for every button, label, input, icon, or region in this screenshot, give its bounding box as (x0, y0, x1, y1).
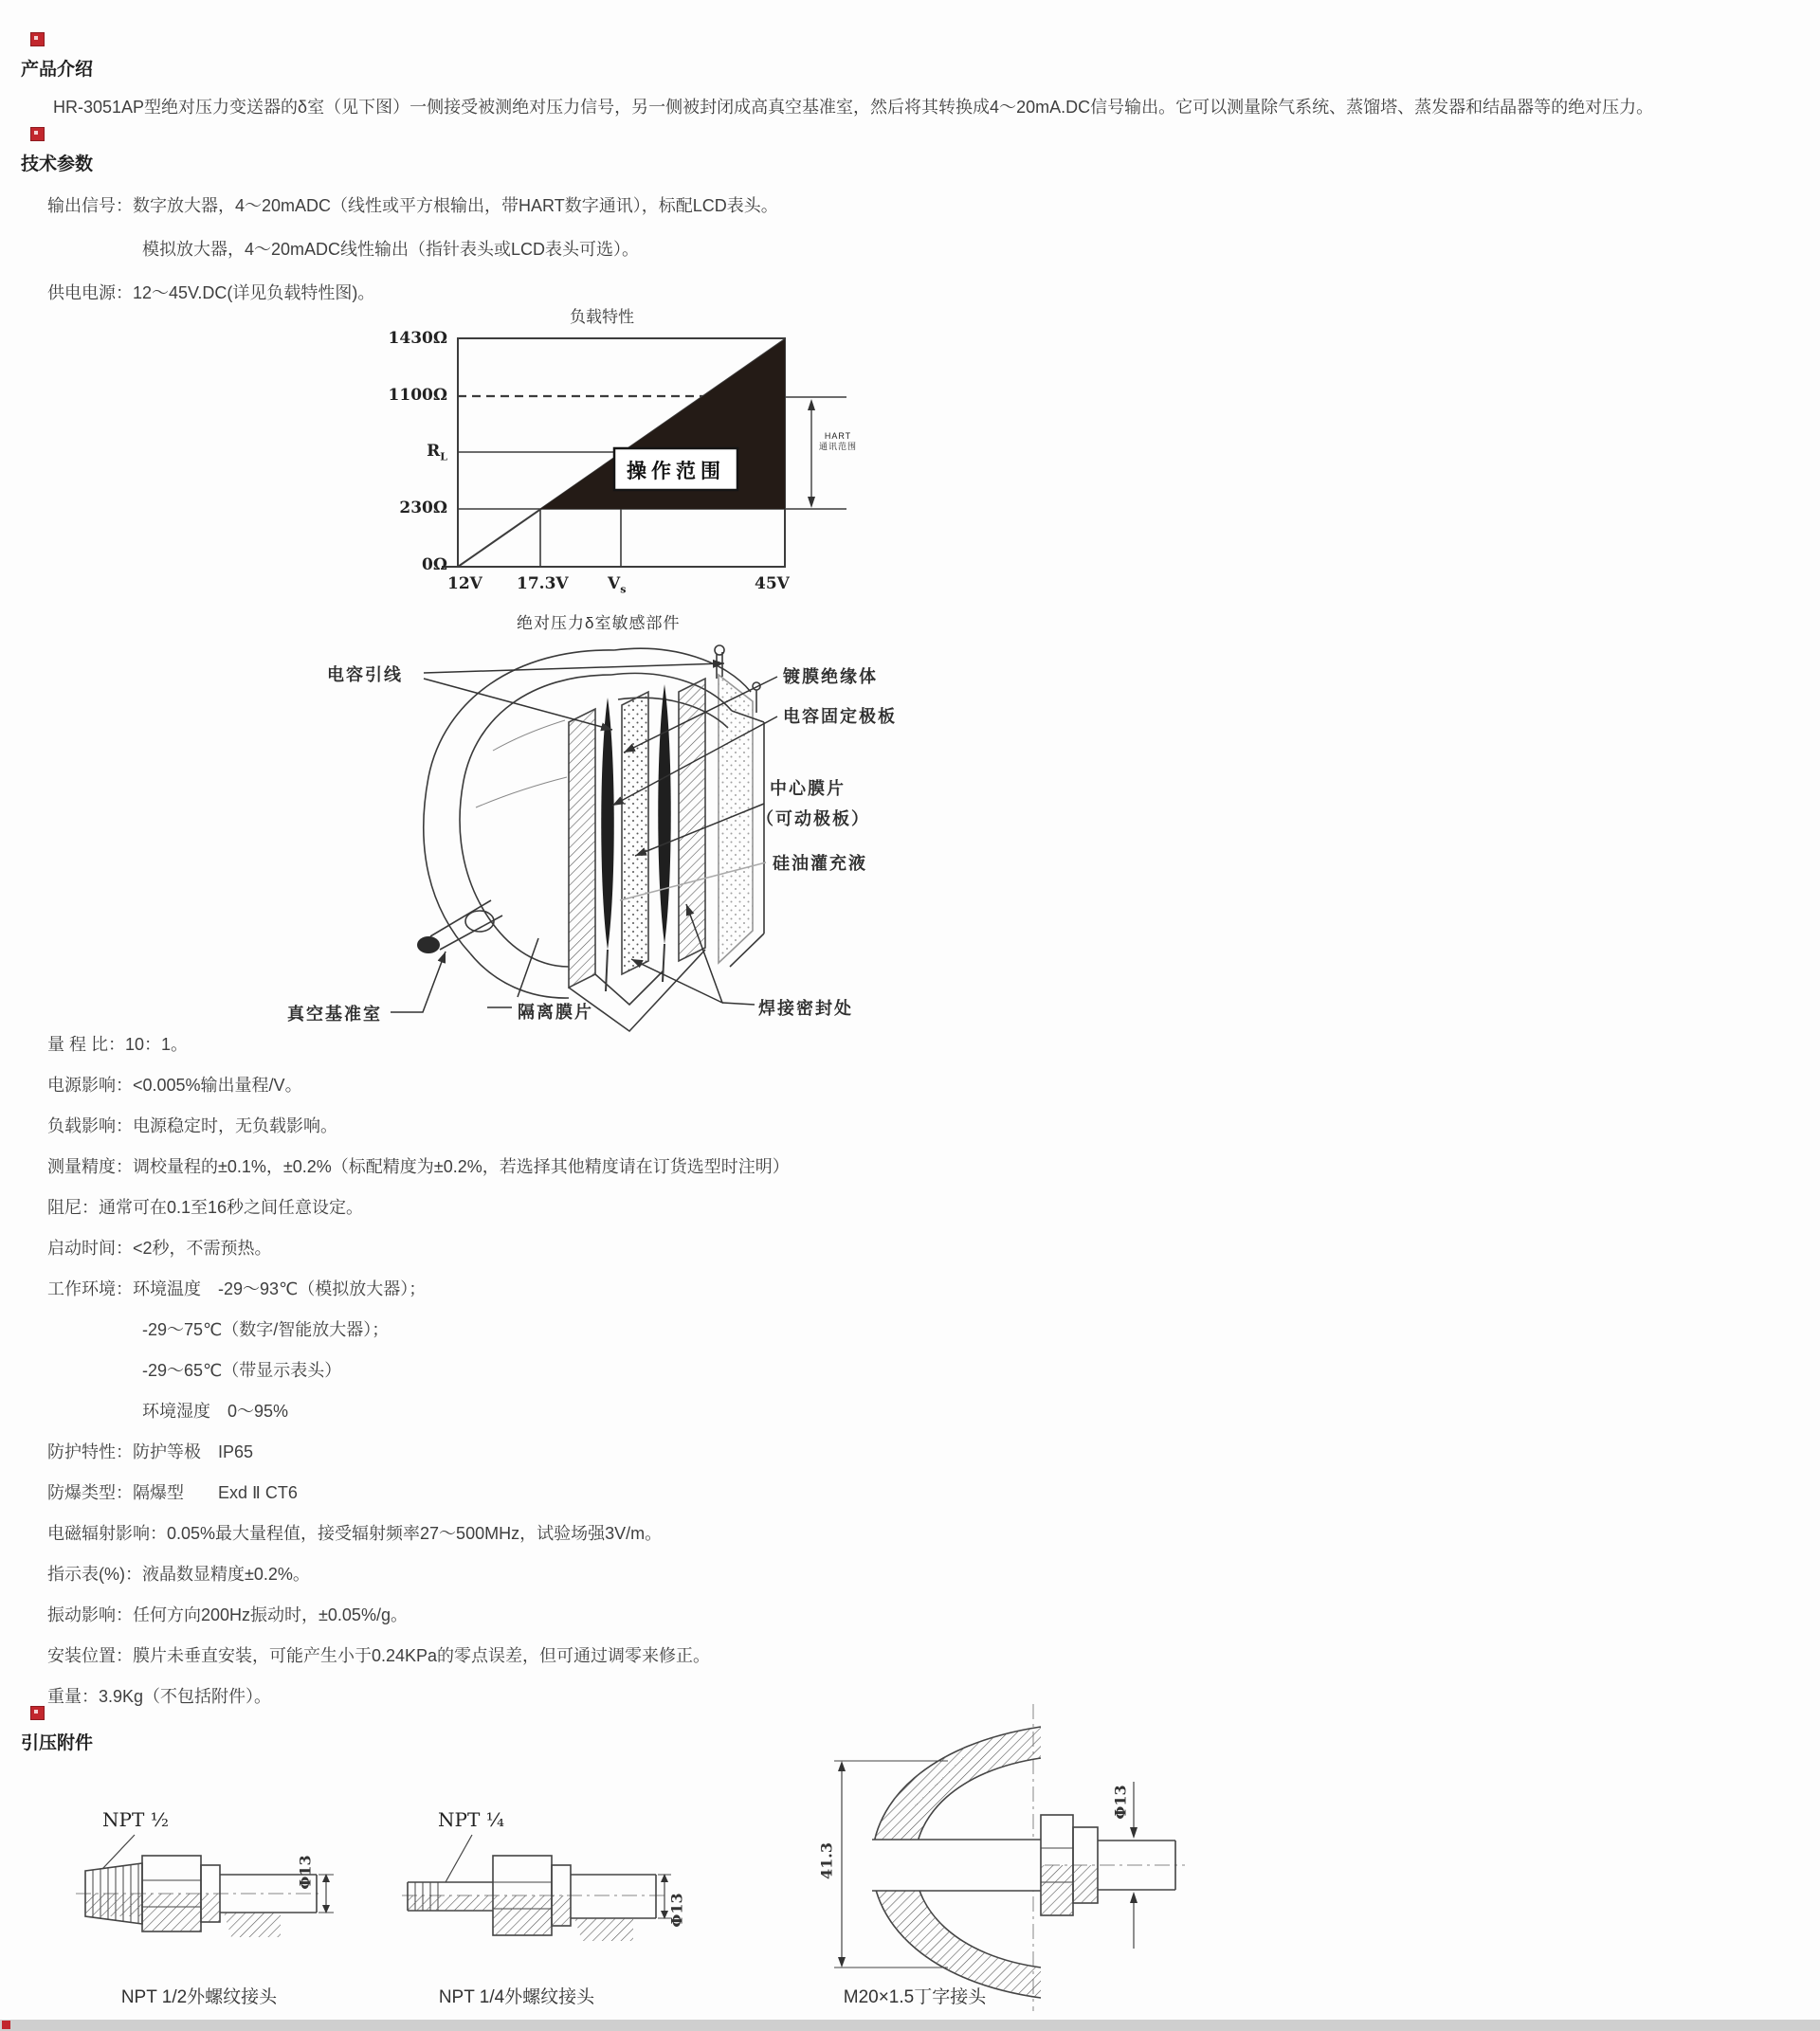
label-weld-seal: 焊接密封处 (758, 999, 853, 1019)
tech-heading: 技术参数 (21, 154, 94, 174)
y-tick-0: 0Ω (422, 555, 447, 574)
spec-line: 负载影响：电源稳定时，无负载影响。 (47, 1116, 337, 1135)
fitting-caption-m20: M20×1.5丁字接头 (843, 1987, 987, 2007)
spec-line: -29～65℃（带显示表头） (142, 1361, 342, 1380)
section-bullet-icon (2, 2021, 10, 2029)
fittings-heading: 引压附件 (21, 1733, 94, 1753)
intro-heading: 产品介绍 (21, 60, 94, 80)
spec-line: 电源影响：<0.005%输出量程/V。 (47, 1076, 302, 1095)
x-tick-12v: 12V (447, 574, 482, 593)
spec-line: 重量：3.9Kg（不包括附件）。 (47, 1687, 272, 1706)
x-tick-vs: $V_s$ (608, 574, 627, 596)
y-tick-rl: $R_L$ (427, 442, 447, 463)
label-vacuum-chamber: 真空基准室 (287, 1005, 382, 1025)
fitting-caption-npt12: NPT 1/2外螺纹接头 (120, 1987, 278, 2007)
spec-line: 阻尼：通常可在0.1至16秒之间任意设定。 (47, 1198, 364, 1217)
spec-line: 安装位置：膜片未垂直安装，可能产生小于0.24KPa的零点误差，但可通过调零来修正。 (47, 1646, 711, 1665)
diagram-caption: 绝对压力δ室敏感部件 (517, 614, 681, 632)
thread-label-npt14: NPT ¼ (438, 1808, 505, 1831)
y-tick-1100: 1100Ω (388, 386, 447, 405)
section-bullet-icon (30, 127, 45, 141)
fitting-npt12-drawing (76, 1835, 334, 1937)
hart-range-label: HART 通讯范围 (818, 431, 857, 451)
x-tick-17v: 17.3V (517, 574, 569, 593)
spec-line: 量 程 比：10：1。 (47, 1035, 189, 1054)
height-dim-m20: 41.3 (817, 1842, 836, 1879)
spec-line: 电磁辐射影响：0.05%最大量程值，接受辐射频率27～500MHz，试验场强3V/m。 (47, 1524, 663, 1543)
y-tick-230: 230Ω (399, 499, 447, 517)
section-bullet-icon (30, 1706, 45, 1720)
intro-paragraph: HR-3051AP型绝对压力变送器的δ室（见下图）一侧接受被测绝对压力信号，另一侧被封闭成高真空基准室，然后将其转换成4～20mA.DC信号输出。它可以测量除气系统、蒸馏塔、蒸发器和结晶器等的绝对压力。 (53, 98, 1654, 117)
spec-line: 启动时间：<2秒，不需预热。 (47, 1239, 272, 1258)
fitting-npt14-drawing (402, 1835, 671, 1941)
label-fixed-plate: 电容固定极板 (783, 707, 897, 727)
spec-line: 工作环境：环境温度 -29～93℃（模拟放大器）； (47, 1279, 427, 1298)
label-movable-plate: （可动极板） (756, 809, 870, 829)
center-diaphragm-shape (601, 698, 614, 950)
diameter-dim-npt12: Φ13 (296, 1855, 315, 1890)
diameter-dim-npt14: Φ13 (667, 1893, 686, 1928)
thread-label-npt12: NPT ½ (102, 1808, 170, 1831)
diameter-dim-m20: Φ13 (1111, 1785, 1130, 1820)
fitting-m20-drawing (834, 1704, 1185, 2011)
fitting-caption-npt14: NPT 1/4外螺纹接头 (438, 1987, 595, 2007)
y-tick-1430: 1430Ω (388, 329, 447, 348)
spec-list (47, 1031, 790, 1724)
x-tick-45v: 45V (755, 574, 790, 593)
spec-line: 环境湿度 0～95% (142, 1402, 289, 1421)
load-chart (442, 338, 846, 567)
label-silicone-oil: 硅油灌充液 (773, 854, 867, 874)
label-center-diaphragm: 中心膜片 (770, 779, 846, 799)
label-coated-insulator: 镀膜绝缘体 (783, 667, 878, 687)
spec-line: 测量精度：调校量程的±0.1%，±0.2%（标配精度为±0.2%，若选择其他精度请在订货选型时注明） (47, 1157, 790, 1176)
spec-line: -29～75℃（数字/智能放大器）； (142, 1320, 390, 1339)
spec-line: 振动影响：任何方向200Hz振动时，±0.05%/g。 (47, 1605, 408, 1624)
label-capacitor-lead: 电容引线 (327, 665, 403, 685)
operating-region-label: 操作范围 (627, 461, 725, 482)
chart-title: 负载特性 (570, 308, 634, 326)
spec-line: 防爆类型：隔爆型 Exd Ⅱ CT6 (47, 1483, 298, 1502)
spec-output-signal-digital: 输出信号：数字放大器，4～20mADC（线性或平方根输出，带HART数字通讯），标配LCD表头。 (47, 196, 778, 215)
spec-line: 防护特性：防护等极 IP65 (47, 1442, 254, 1461)
label-isolation-diaphragm: 隔离膜片 (518, 1003, 593, 1023)
spec-output-signal-analog: 模拟放大器，4～20mADC线性输出（指针表头或LCD表头可选）。 (142, 240, 640, 259)
section-bullet-icon (30, 32, 45, 46)
spec-line: 指示表(%)：液晶数显精度±0.2%。 (47, 1565, 310, 1584)
bottom-bar (0, 2020, 1820, 2031)
spec-power-supply: 供电电源：12～45V.DC(详见负载特性图)。 (47, 283, 375, 302)
